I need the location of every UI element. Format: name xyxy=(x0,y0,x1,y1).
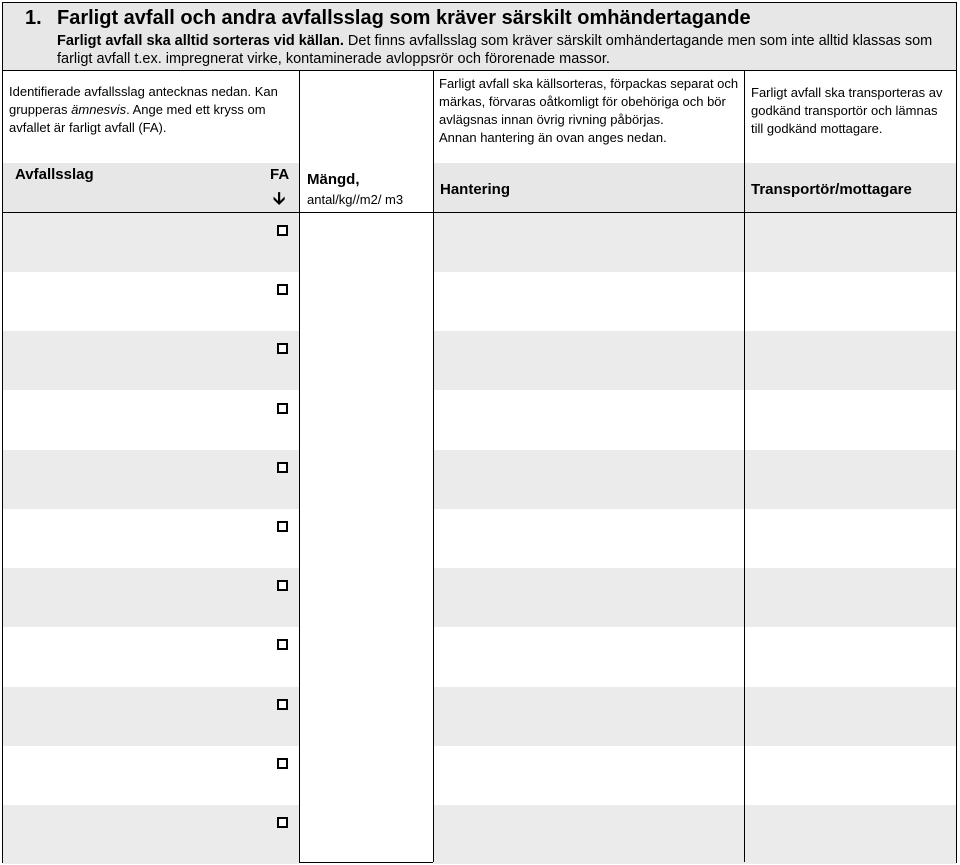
fa-checkbox[interactable] xyxy=(277,403,288,414)
column-header-mangd: Mängd, xyxy=(307,171,360,188)
mangd-cell[interactable] xyxy=(300,450,433,509)
column-header-fa: FA xyxy=(270,166,290,183)
section-intro xyxy=(57,32,952,68)
instruction-hantering: Farligt avfall ska källsorteras, förpackas separat och märkas, förvaras oåtkomligt för obehöriga och bör avlägsnas innan övrig rivning påbörjas. Annan hantering än ovan anges nedan. xyxy=(439,76,739,145)
hantering-transport-cell[interactable] xyxy=(433,746,956,805)
avfallsslag-cell[interactable] xyxy=(3,450,299,509)
table-row xyxy=(3,272,956,331)
hantering-transport-cell[interactable] xyxy=(433,391,956,450)
avfallsslag-cell[interactable] xyxy=(3,627,299,686)
table-row xyxy=(3,568,956,627)
hantering-transport-cell[interactable] xyxy=(433,509,956,568)
table-row xyxy=(3,213,956,272)
avfallsslag-cell[interactable] xyxy=(3,687,299,746)
mangd-cell[interactable] xyxy=(300,509,433,568)
table-row xyxy=(3,391,956,450)
avfallsslag-cell[interactable] xyxy=(3,391,299,450)
column-header-avfallsslag: Avfallsslag xyxy=(15,166,94,183)
fa-checkbox[interactable] xyxy=(277,758,288,769)
avfallsslag-cell[interactable] xyxy=(3,568,299,627)
fa-checkbox[interactable] xyxy=(277,521,288,532)
column-divider xyxy=(299,71,300,862)
table-row xyxy=(3,331,956,390)
mangd-cell[interactable] xyxy=(300,391,433,450)
avfallsslag-cell[interactable] xyxy=(3,272,299,331)
mangd-cell[interactable] xyxy=(300,746,433,805)
fa-checkbox[interactable] xyxy=(277,817,288,828)
mangd-cell[interactable] xyxy=(300,568,433,627)
hantering-transport-cell[interactable] xyxy=(433,272,956,331)
avfallsslag-cell[interactable] xyxy=(3,746,299,805)
table-row xyxy=(3,805,956,864)
table-row xyxy=(3,509,956,568)
mangd-cell[interactable] xyxy=(300,627,433,686)
waste-inventory-form xyxy=(2,2,957,863)
arrow-down-icon: 🡫 xyxy=(273,189,286,208)
table-row xyxy=(3,746,956,805)
mangd-cell[interactable] xyxy=(300,687,433,746)
hantering-transport-cell[interactable] xyxy=(433,213,956,272)
column-header-mangd-unit: antal/kg//m2/ m3 xyxy=(307,192,404,207)
avfallsslag-cell[interactable] xyxy=(3,213,299,272)
table-row xyxy=(3,450,956,509)
hantering-transport-cell[interactable] xyxy=(433,331,956,390)
section-title-text: Farligt avfall och andra avfallsslag som kräver särskilt omhändertagande xyxy=(57,7,751,29)
hantering-transport-cell[interactable] xyxy=(433,627,956,686)
hantering-transport-cell[interactable] xyxy=(433,687,956,746)
column-header-hantering: Hantering xyxy=(440,181,511,198)
section-title xyxy=(25,7,751,30)
instruction-avfallsslag: Identifierade avfallsslag antecknas nedan. Kan grupperas ämnesvis. Ange med ett kryss om avfallet är farligt avfall (FA). xyxy=(9,84,278,135)
mangd-cell[interactable] xyxy=(300,805,433,864)
mangd-cell[interactable] xyxy=(300,331,433,390)
avfallsslag-cell[interactable] xyxy=(3,805,299,864)
section-header xyxy=(3,3,956,71)
hantering-transport-cell[interactable] xyxy=(433,568,956,627)
mangd-cell[interactable] xyxy=(300,213,433,272)
instruction-transport: Farligt avfall ska transporteras av godkänd transportör och lämnas till godkänd mottagare. xyxy=(751,85,943,136)
column-divider xyxy=(744,71,745,862)
fa-checkbox[interactable] xyxy=(277,580,288,591)
intro-rest: Det finns avfallsslag som kräver särskilt omhändertagande men som inte alltid klassas som farligt avfall t.ex. impregnerat virke, kontaminerade avloppsrör och förorenade massor. xyxy=(57,33,933,67)
fa-checkbox[interactable] xyxy=(277,225,288,236)
intro-bold: Farligt avfall ska alltid sorteras vid källan. xyxy=(57,33,344,49)
header-divider xyxy=(3,212,956,213)
fa-checkbox[interactable] xyxy=(277,284,288,295)
avfallsslag-cell[interactable] xyxy=(3,509,299,568)
fa-checkbox[interactable] xyxy=(277,699,288,710)
avfallsslag-cell[interactable] xyxy=(3,331,299,390)
mangd-cell[interactable] xyxy=(300,272,433,331)
section-number: 1. xyxy=(25,7,42,29)
hantering-transport-cell[interactable] xyxy=(433,805,956,864)
fa-checkbox[interactable] xyxy=(277,343,288,354)
fa-checkbox[interactable] xyxy=(277,462,288,473)
table-row xyxy=(3,687,956,746)
column-header-transport: Transportör/mottagare xyxy=(751,181,912,198)
column-divider xyxy=(433,71,434,862)
hantering-transport-cell[interactable] xyxy=(433,450,956,509)
table-row xyxy=(3,627,956,686)
fa-checkbox[interactable] xyxy=(277,639,288,650)
